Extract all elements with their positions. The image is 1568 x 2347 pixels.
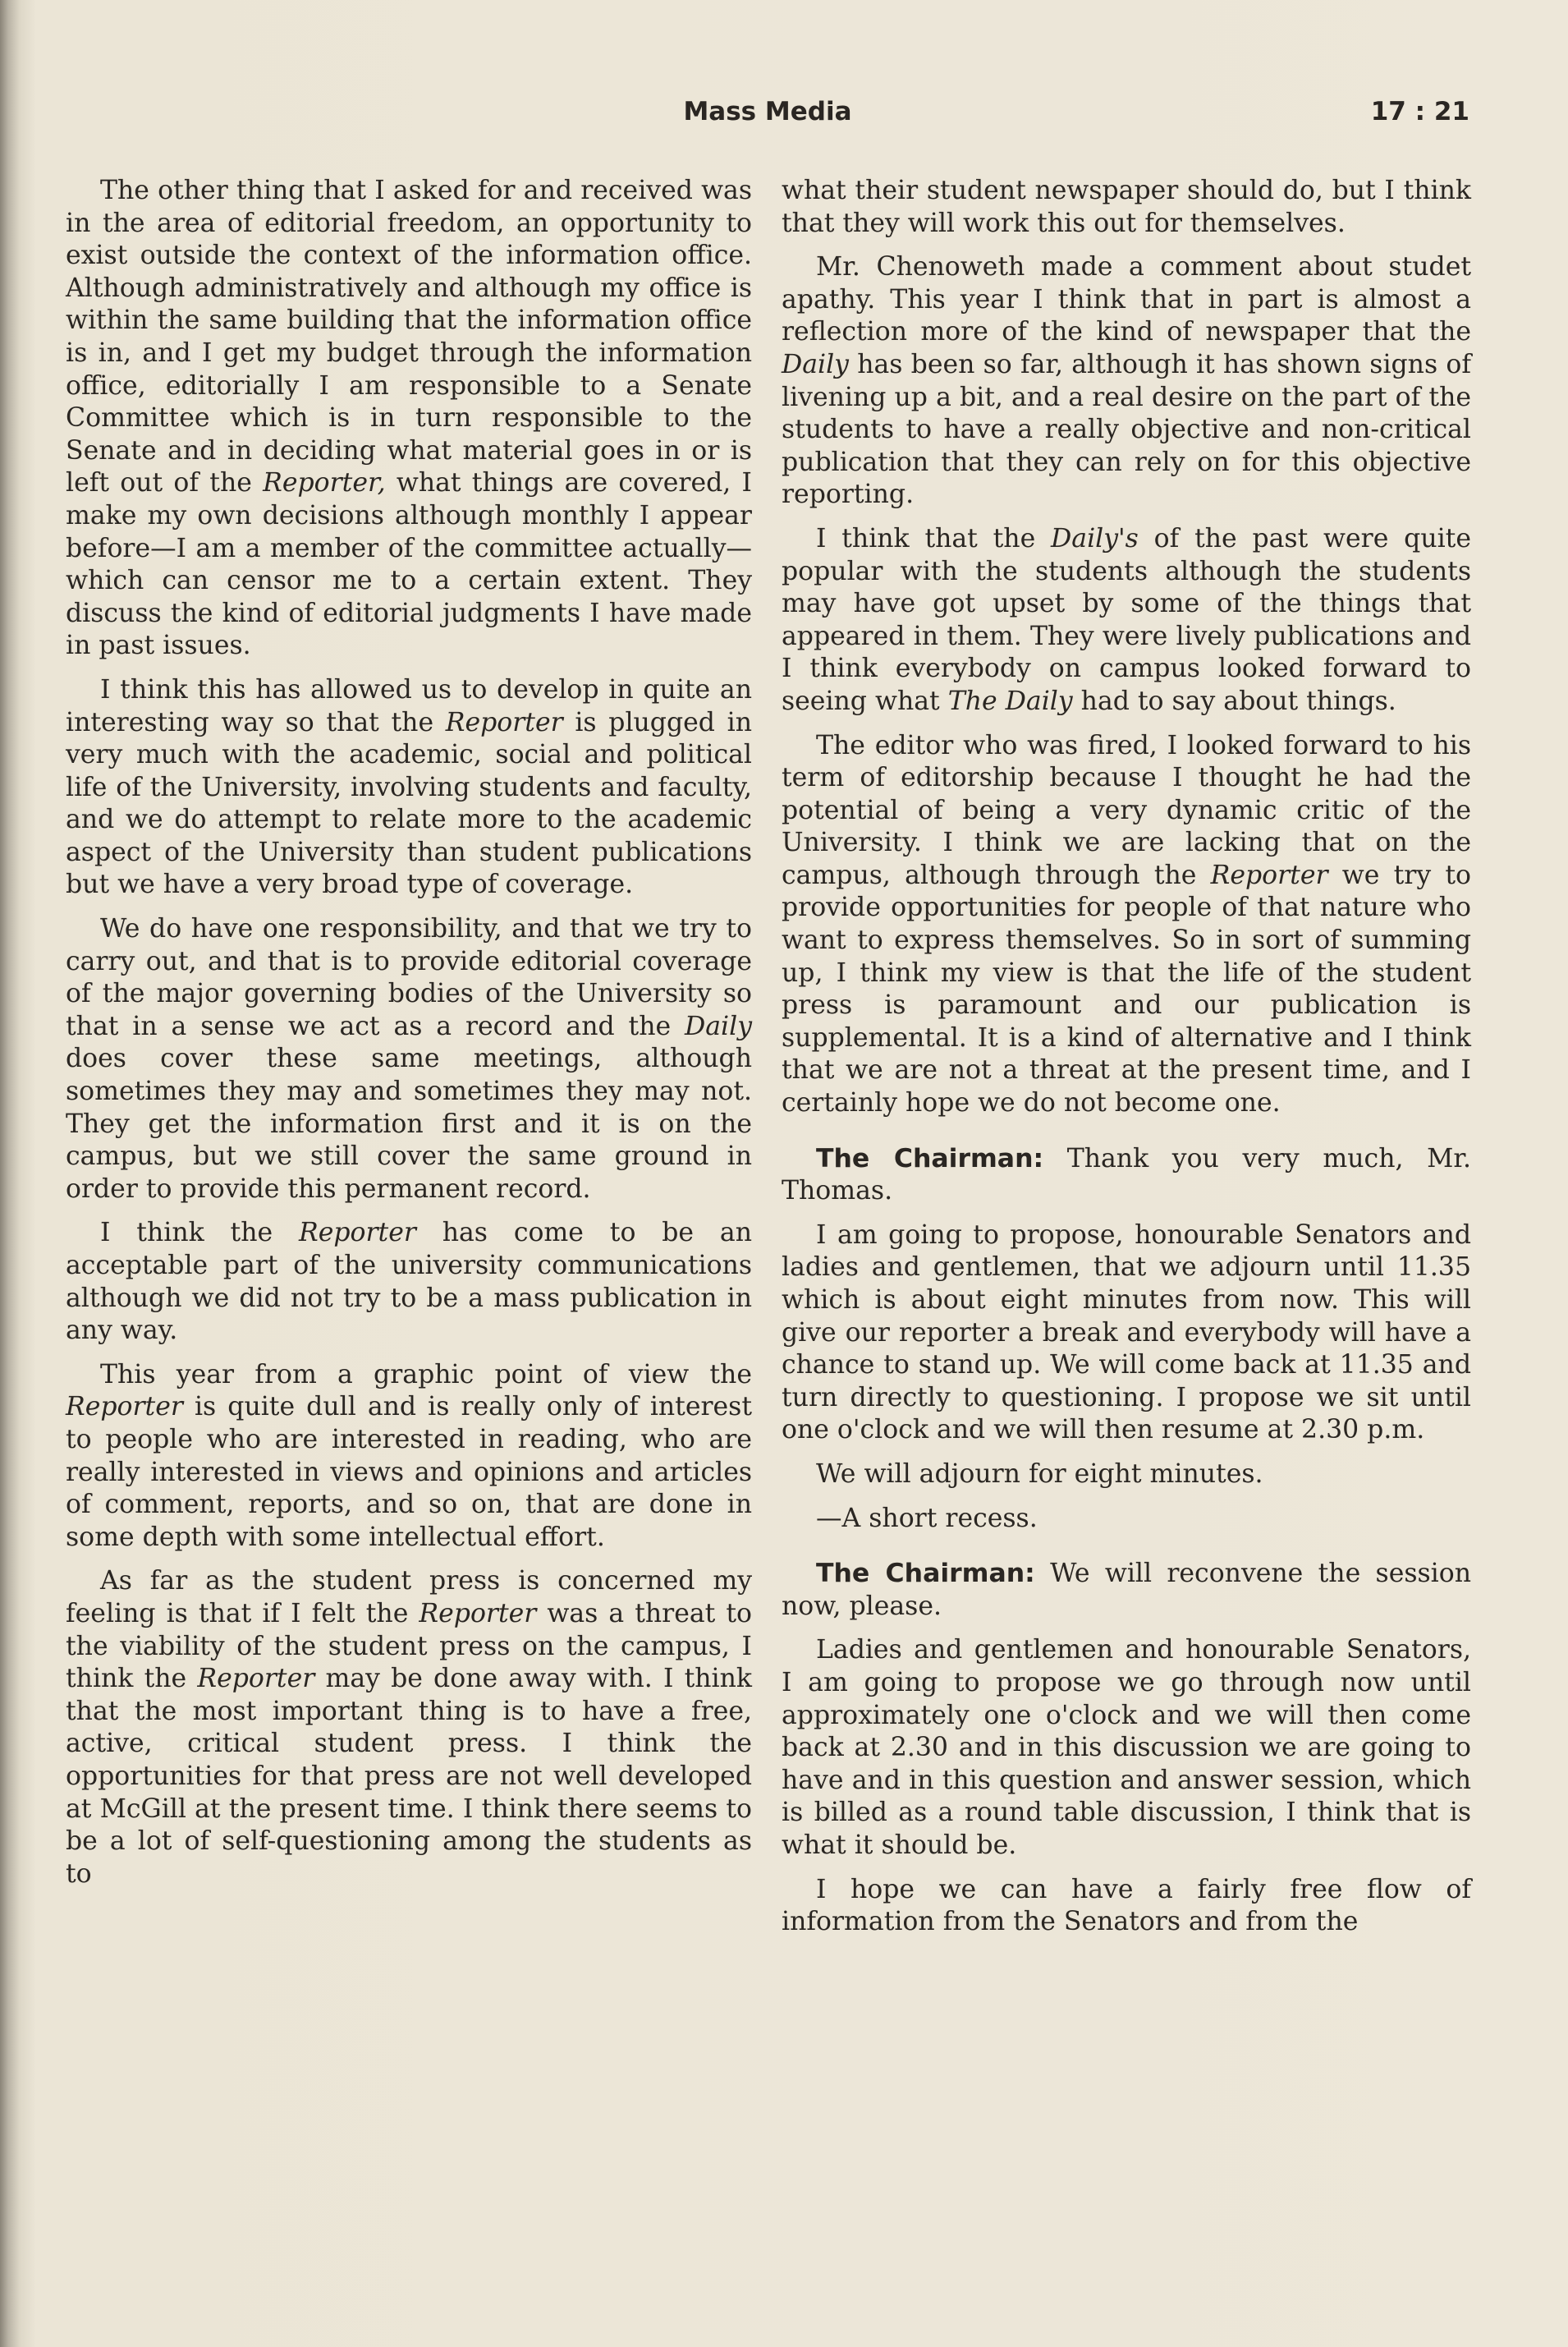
paragraph: We will adjourn for eight minutes. [816, 1458, 1263, 1489]
right-column [782, 175, 1471, 1950]
running-header [66, 97, 1469, 138]
paragraph: The Chairman: We will reconvene the session now, please. [782, 1559, 1471, 1621]
paragraph: The Chairman: Thank you very much, Mr. Thomas. [782, 1143, 1471, 1206]
paragraph: Mr. Chenoweth made a comment about studet apathy. This year I think that in part is almost a reflection more of the kind of newspaper that the Daily has been so far, although it has shown signs of livening up a bit, and a real desire on the part of the students to have a really objective and non-critical publication that they can rely on for this objective reporting. [782, 252, 1471, 510]
paragraph: We do have one responsibility, and that we try to carry out, and that is to provide editorial coverage of the major governing bodies of the University so that in a sense we act as a record and the Daily does cover these same meetings, although sometimes they may and sometimes they may not. They get the information first and it is on the campus, but we still cover the same ground in order to provide this permanent record. [66, 914, 752, 1204]
paragraph: what their student newspaper should do, but I think that they will work this out for themselves. [782, 176, 1471, 238]
paragraph: As far as the student press is concerned my feeling is that if I felt the Reporter was a threat to the viability of the student press on the campus, I think the Reporter may be done away with. I think that the most important thing is to have a free, active, critical student press. I think the opportunities for that press are not well developed at McGill at the present time. I think there seems to be a lot of self-questioning among the students as to [66, 1566, 752, 1889]
paragraph: I think this has allowed us to develop in quite an interesting way so that the Reporter is plugged in very much with the academic, social and political life of the University, involving students and faculty, and we do attempt to relate more to the academic aspect of the University than student publications but we have a very broad type of coverage. [66, 674, 752, 900]
paragraph: I think that the Daily's of the past were quite popular with the students although the students may have got upset by some of the things that appeared in them. They were lively publications and I think everybody on campus looked forward to seeing what The Daily had to say about things. [782, 523, 1471, 716]
speaker-label: The Chairman: [816, 1143, 1044, 1174]
paragraph: I hope we can have a fairly free flow of information from the Senators and from the [782, 1874, 1471, 1937]
paragraph: I am going to propose, honourable Senators and ladies and gentlemen, that we adjourn until 11.35 which is about eight minutes from now. This will give our reporter a break and everybody will have a chance to stand up. We will come back at 11.35 and turn directly to questioning. I propose we sit until one o'clock and we will then resume at 2.30 p.m. [782, 1219, 1471, 1445]
paragraph: I think the Reporter has come to be an acceptable part of the university communications although we did not try to be a mass publication in any way. [66, 1218, 752, 1346]
paragraph: —A short recess. [816, 1503, 1038, 1533]
left-column [66, 175, 752, 1902]
page-number: 17 : 21 [1370, 97, 1469, 126]
paragraph: The other thing that I asked for and received was in the area of editorial freedom, an opportunity to exist outside the context of the information office. Although administratively and although my office is within the same building that the information office is in, and I get my budget through the information office, editorially I am responsible to a Senate Committee which is in turn responsible to the Senate and in deciding what material goes in or is left out of the Reporter, what things are covered, I make my own decisions although monthly I appear before—I am a member of the committee actually—which can censor me to a certain extent. They discuss the kind of editorial judgments I have made in past issues. [66, 176, 752, 661]
paragraph: Ladies and gentlemen and honourable Senators, I am going to propose we go through now until approximately one o'clock and we will then come back at 2.30 and in this discussion we are going to have and in this question and answer session, which is billed as a round table discussion, I think that is what it should be. [782, 1635, 1471, 1860]
speaker-label: The Chairman: [816, 1559, 1035, 1589]
paragraph: This year from a graphic point of view the Reporter is quite dull and is really only of interest to people who are interested in reading, who are really interested in views and opinions and articles of comment, reports, and so on, that are done in some depth with some intellectual effort. [66, 1359, 752, 1552]
page-title: Mass Media [683, 97, 852, 126]
paragraph: The editor who was fired, I looked forward to his term of editorship because I thought he had the potential of being a very dynamic critic of the University. I think we are lacking that on the campus, although through the Reporter we try to provide opportunities for people of that nature who want to express themselves. So in sort of summing up, I think my view is that the life of the student press is paramount and our publication is supplemental. It is a kind of alternative and I think that we are not a threat at the present time, and I certainly hope we do not become one. [782, 730, 1471, 1118]
